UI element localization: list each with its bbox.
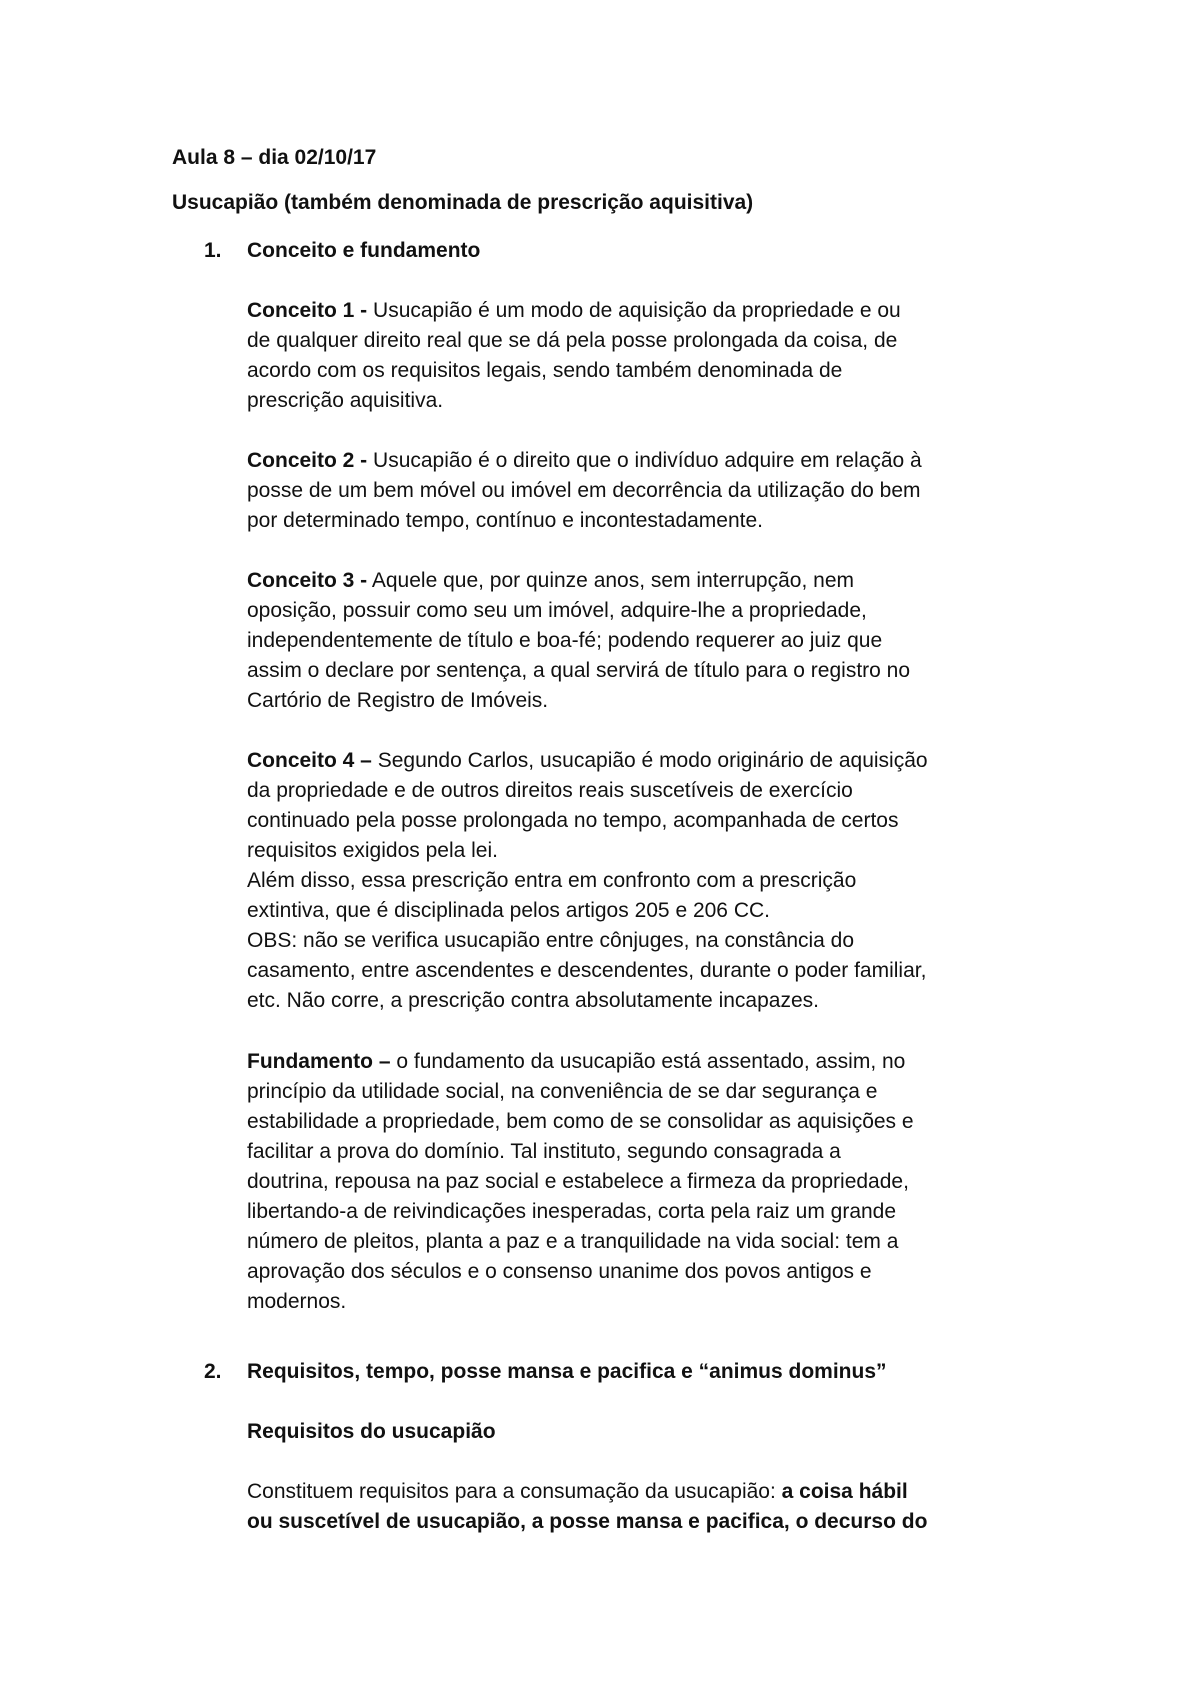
fundamento-line: aprovação dos séculos e o consenso unanime dos povos antigos e (247, 1260, 872, 1283)
conceito-2-line: Usucapião é o direito que o indivíduo adquire em relação à (367, 449, 922, 472)
fundamento-label: Fundamento – (247, 1050, 391, 1073)
conceito-4-line: continuado pela posse prolongada no tempo, acompanhada de certos (247, 809, 899, 832)
conceito-4-paragraph (247, 746, 1147, 1016)
requisitos-bold-text: a coisa hábil (781, 1480, 908, 1503)
section-2-number: 2. (204, 1360, 222, 1383)
conceito-2-line: por determinado tempo, contínuo e incontestadamente. (247, 509, 763, 532)
conceito-4-line: OBS: não se verifica usucapião entre cônjuges, na constância do (247, 929, 855, 952)
conceito-1-line: prescrição aquisitiva. (247, 389, 444, 412)
fundamento-line: o fundamento da usucapião está assentado, assim, no (390, 1050, 906, 1073)
requisitos-paragraph (247, 1477, 1147, 1537)
conceito-4-line: Além disso, essa prescrição entra em confronto com a prescrição (247, 869, 857, 892)
section-1-number: 1. (204, 239, 222, 262)
conceito-4-line: da propriedade e de outros direitos reais suscetíveis de exercício (247, 779, 853, 802)
conceito-1-line: de qualquer direito real que se dá pela posse prolongada da coisa, de (247, 329, 898, 352)
conceito-2-line: posse de um bem móvel ou imóvel em decorrência da utilização do bem (247, 479, 921, 502)
conceito-4-line: extintiva, que é disciplinada pelos artigos 205 e 206 CC. (247, 899, 770, 922)
fundamento-line: doutrina, repousa na paz social e estabelece a firmeza da propriedade, (247, 1170, 909, 1193)
conceito-4-line: requisitos exigidos pela lei. (247, 839, 498, 862)
section-1-heading: Conceito e fundamento (247, 239, 481, 262)
document-title: Usucapião (também denominada de prescrição aquisitiva) (172, 191, 754, 214)
conceito-3-label: Conceito 3 - (247, 569, 368, 592)
date-heading: Aula 8 – dia 02/10/17 (172, 146, 377, 169)
conceito-3-line: Cartório de Registro de Imóveis. (247, 689, 549, 712)
conceito-4-line: etc. Não corre, a prescrição contra absolutamente incapazes. (247, 989, 819, 1012)
section-2-heading: Requisitos, tempo, posse mansa e pacifica e “animus dominus” (247, 1360, 887, 1383)
conceito-1-line: Usucapião é um modo de aquisição da propriedade e ou (367, 299, 901, 322)
requisitos-bold-text: ou suscetível de usucapião, a posse mansa e pacifica, o decurso do (247, 1510, 928, 1533)
conceito-4-label: Conceito 4 – (247, 749, 372, 772)
conceito-2-paragraph (247, 446, 1147, 536)
fundamento-line: estabilidade a propriedade, bem como de se consolidar as aquisições e (247, 1110, 914, 1133)
section-2-subheading: Requisitos do usucapião (247, 1420, 496, 1443)
conceito-3-line: independentemente de título e boa-fé; podendo requerer ao juiz que (247, 629, 883, 652)
conceito-3-line: assim o declare por sentença, a qual servirá de título para o registro no (247, 659, 911, 682)
conceito-1-label: Conceito 1 - (247, 299, 368, 322)
conceito-3-paragraph (247, 566, 1147, 716)
fundamento-line: modernos. (247, 1290, 347, 1313)
conceito-2-label: Conceito 2 - (247, 449, 368, 472)
conceito-4-line: Segundo Carlos, usucapião é modo originário de aquisição (371, 749, 928, 772)
conceito-3-line: oposição, possuir como seu um imóvel, adquire-lhe a propriedade, (247, 599, 867, 622)
fundamento-paragraph (247, 1047, 1147, 1317)
fundamento-line: libertando-a de reivindicações inesperadas, corta pela raiz um grande (247, 1200, 897, 1223)
requisitos-intro: Constituem requisitos para a consumação da usucapião: (247, 1480, 782, 1503)
conceito-3-line: Aquele que, por quinze anos, sem interrupção, nem (367, 569, 854, 592)
conceito-1-paragraph (247, 296, 1147, 416)
fundamento-line: número de pleitos, planta a paz e a tranquilidade na vida social: tem a (247, 1230, 899, 1253)
fundamento-line: facilitar a prova do domínio. Tal instituto, segundo consagrada a (247, 1140, 841, 1163)
conceito-4-line: casamento, entre ascendentes e descendentes, durante o poder familiar, (247, 959, 927, 982)
fundamento-line: princípio da utilidade social, na conveniência de se dar segurança e (247, 1080, 878, 1103)
conceito-1-line: acordo com os requisitos legais, sendo também denominada de (247, 359, 843, 382)
